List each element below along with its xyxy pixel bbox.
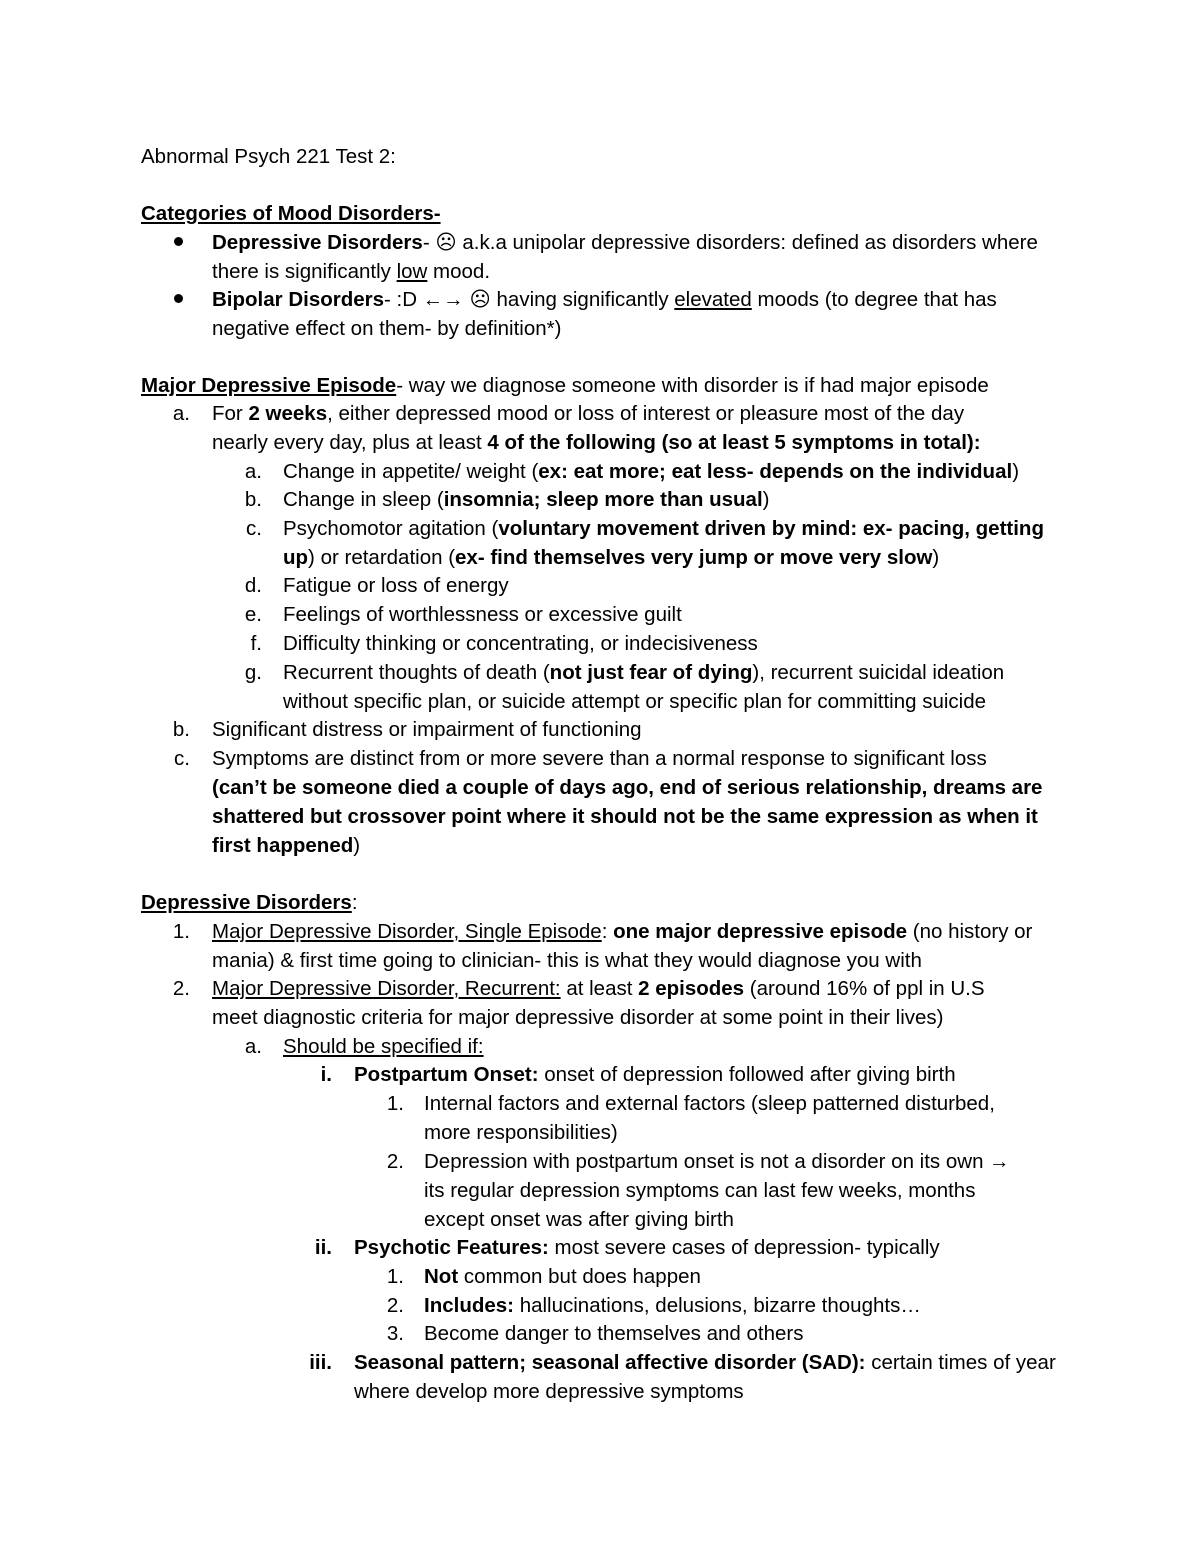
depressive-term: Depressive Disorders bbox=[212, 231, 423, 254]
mde-criterion-b: Significant distress or impairment of functioning bbox=[212, 718, 642, 741]
symptom-item-line2: without specific plan, or suicide attempt or specific plan for committing suicide bbox=[283, 690, 987, 713]
postpartum-sub-line2: its regular depression symptoms can last few weeks, months bbox=[424, 1179, 976, 1202]
mde-criterion-a: For 2 weeks, either depressed mood or loss of interest or pleasure most of the day bbox=[212, 402, 965, 425]
mde-criterion-c: Symptoms are distinct from or more severe than a normal response to significant loss bbox=[212, 747, 987, 770]
dd-item-recurrent: Major Depressive Disorder, Recurrent: at least 2 episodes (around 16% of ppl in U.S bbox=[212, 977, 985, 1000]
depressive-disorders-item: Depressive Disorders- ☹ a.k.a unipolar depressive disorders: defined as disorders where bbox=[212, 231, 1038, 254]
bullet-icon bbox=[174, 294, 183, 303]
list-marker: b. bbox=[244, 488, 262, 511]
symptom-item-line2: up) or retardation (ex- find themselves very jump or move very slow) bbox=[283, 546, 940, 569]
elevated-underlined: elevated bbox=[674, 288, 752, 311]
postpartum-sub-line2: more responsibilities) bbox=[424, 1121, 618, 1144]
list-marker: 2. bbox=[172, 977, 190, 1000]
psychotic-sub: Includes: hallucinations, delusions, bizarre thoughts… bbox=[424, 1294, 921, 1317]
list-marker: f. bbox=[250, 632, 262, 655]
bipolar-term: Bipolar Disorders bbox=[212, 288, 385, 311]
list-marker: g. bbox=[244, 661, 262, 684]
postpartum-sub: Depression with postpartum onset is not a disorder on its own → bbox=[424, 1150, 1010, 1173]
list-marker: 1. bbox=[386, 1265, 404, 1288]
symptom-item: Fatigue or loss of energy bbox=[283, 574, 509, 597]
list-marker: 1. bbox=[386, 1092, 404, 1115]
psychotic-sub: Become danger to themselves and others bbox=[424, 1322, 804, 1345]
symptom-item: Change in sleep (insomnia; sleep more than usual) bbox=[283, 488, 770, 511]
psychotic-sub: Not common but does happen bbox=[424, 1265, 701, 1288]
mde-criterion-c-line3: shattered but crossover point where it should not be the same expression as when it bbox=[212, 805, 1038, 828]
specifier-seasonal-line2: where develop more depressive symptoms bbox=[354, 1380, 744, 1403]
dd-item-recurrent-line2: meet diagnostic criteria for major depressive disorder at some point in their lives) bbox=[212, 1006, 944, 1029]
should-be-specified: Should be specified if: bbox=[283, 1035, 484, 1058]
list-marker: i. bbox=[320, 1063, 332, 1086]
bullet-icon bbox=[174, 237, 183, 246]
dd-heading-line: Depressive Disorders: bbox=[141, 891, 358, 914]
list-marker: c. bbox=[246, 517, 262, 540]
symptom-item: Recurrent thoughts of death (not just fear of dying), recurrent suicidal ideation bbox=[283, 661, 1005, 684]
list-marker: ii. bbox=[314, 1236, 332, 1259]
dd-heading: Depressive Disorders bbox=[141, 891, 352, 914]
specifier-postpartum: Postpartum Onset: onset of depression followed after giving birth bbox=[354, 1063, 956, 1086]
list-marker: 2. bbox=[386, 1294, 404, 1317]
list-marker: iii. bbox=[309, 1351, 332, 1374]
document-title: Abnormal Psych 221 Test 2: bbox=[141, 145, 396, 168]
list-marker: a. bbox=[244, 1035, 262, 1058]
list-marker: d. bbox=[244, 574, 262, 597]
specifier-seasonal: Seasonal pattern; seasonal affective disorder (SAD): certain times of year bbox=[354, 1351, 1056, 1374]
dd-item-single-episode: Major Depressive Disorder, Single Episode: one major depressive episode (no history or bbox=[212, 920, 1033, 943]
symptom-item: Difficulty thinking or concentrating, or indecisiveness bbox=[283, 632, 758, 655]
list-marker: 2. bbox=[386, 1150, 404, 1173]
list-marker: a. bbox=[172, 402, 190, 425]
depressive-disorders-line2: there is significantly low mood. bbox=[212, 260, 491, 283]
list-marker: e. bbox=[244, 603, 262, 626]
mde-heading: Major Depressive Episode bbox=[141, 374, 397, 397]
postpartum-sub-line3: except onset was after giving birth bbox=[424, 1208, 734, 1231]
categories-heading: Categories of Mood Disorders- bbox=[141, 202, 441, 225]
dd-item-single-episode-line2: mania) & first time going to clinician- this is what they would diagnose you with bbox=[212, 949, 922, 972]
list-marker: a. bbox=[244, 460, 262, 483]
mde-heading-line: Major Depressive Episode- way we diagnose someone with disorder is if had major episode bbox=[141, 374, 989, 397]
list-marker: b. bbox=[172, 718, 190, 741]
mde-criterion-a-line2: nearly every day, plus at least 4 of the following (so at least 5 symptoms in total): bbox=[212, 431, 981, 454]
symptom-item: Psychomotor agitation (voluntary movement driven by mind: ex- pacing, getting bbox=[283, 517, 1044, 540]
mde-criterion-c-line4: first happened) bbox=[212, 834, 361, 857]
list-marker: 3. bbox=[386, 1322, 404, 1345]
mde-criterion-c-line2: (can’t be someone died a couple of days ago, end of serious relationship, dreams are bbox=[212, 776, 1043, 799]
list-marker: 1. bbox=[172, 920, 190, 943]
low-underlined: low bbox=[396, 260, 428, 283]
list-marker: c. bbox=[174, 747, 190, 770]
symptom-item: Feelings of worthlessness or excessive guilt bbox=[283, 603, 682, 626]
bipolar-disorders-line2: negative effect on them- by definition*) bbox=[212, 317, 562, 340]
specifier-psychotic: Psychotic Features: most severe cases of depression- typically bbox=[354, 1236, 940, 1259]
bipolar-disorders-item: Bipolar Disorders- :D ←→ ☹ having significantly elevated moods (to degree that has bbox=[212, 288, 997, 311]
symptom-item: Change in appetite/ weight (ex: eat more; eat less- depends on the individual) bbox=[283, 460, 1020, 483]
postpartum-sub: Internal factors and external factors (sleep patterned disturbed, bbox=[424, 1092, 995, 1115]
